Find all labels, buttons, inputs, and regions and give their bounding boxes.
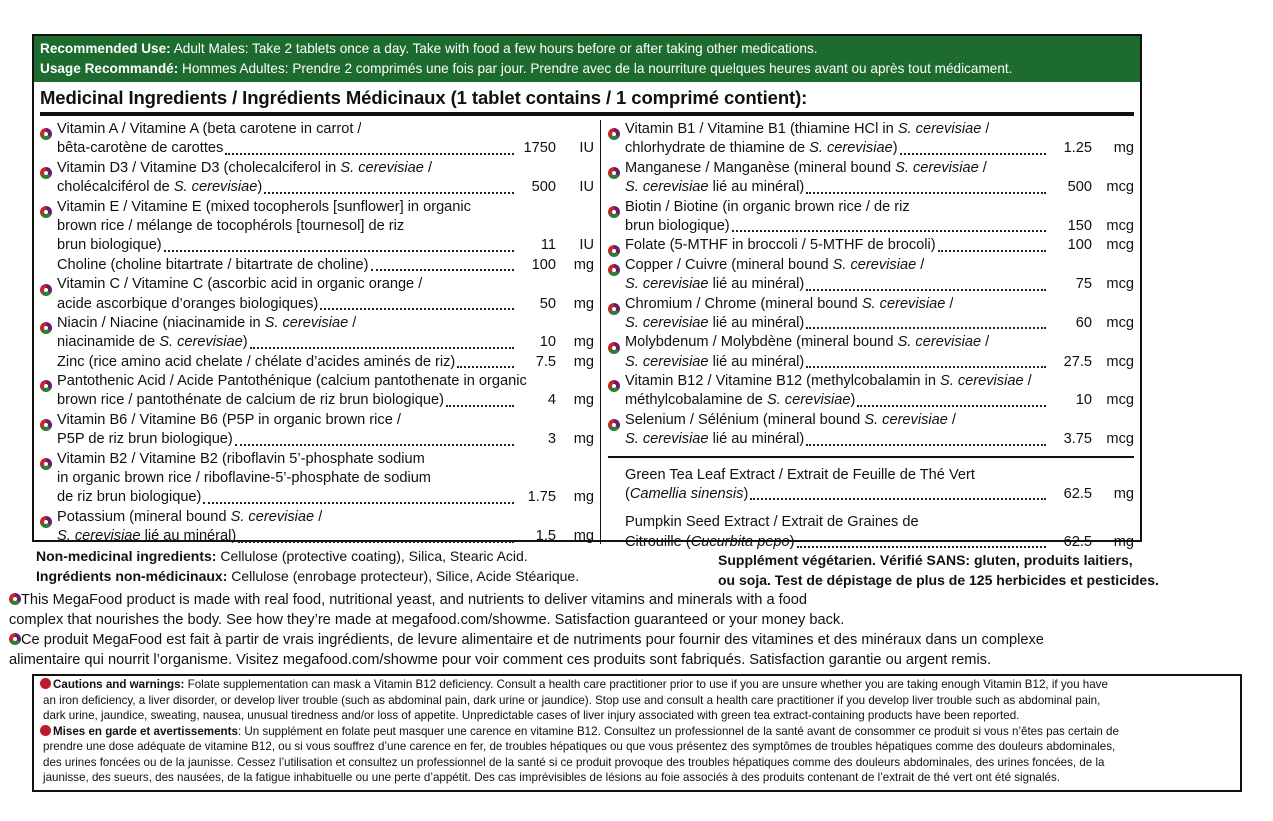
ingredients-right-column (608, 120, 1134, 552)
ingredient-amount: 150 (1067, 217, 1092, 234)
ingredient-text: S. cerevisiae lié au minéral) (625, 431, 805, 448)
whole-food-leaf-icon (40, 380, 52, 392)
leader-dots (732, 230, 1046, 232)
leader-dots (806, 192, 1046, 194)
whole-food-leaf-icon (40, 516, 52, 528)
ingredient-line (608, 513, 1134, 532)
ingredient-text: Potassium (mineral bound S. cerevisiae / (57, 508, 323, 525)
ingredient-line (608, 120, 1134, 139)
whole-food-leaf-icon (608, 380, 620, 392)
ingredients-left-column (40, 120, 594, 547)
ingredient-line (40, 372, 594, 391)
ingredient-text: in organic brown rice / riboflavine-5’-phosphate de sodium (57, 470, 431, 487)
ingredient-line (608, 217, 1134, 236)
leader-dots (750, 498, 1046, 500)
whole-food-leaf-icon (40, 206, 52, 218)
vegetarian-line-2: ou soja. Test de dépistage de plus de 125 herbicides et pesticides. (718, 572, 1159, 588)
cautions-line-2: an iron deficiency, a liver disorder, or develop liver trouble (such as abdominal pain, dark urine or jaundice). Stop use and consult a health care practitioner if you develop liver trouble such as abdominal pain, (43, 693, 1101, 707)
mises-en-garde-line-1: : Un supplément en folate peut masquer une carence en vitamine B12. Consultez un professionnel de la santé avant de consommer ce produit si vous n’êtes pas certain de (237, 724, 1119, 738)
whole-food-leaf-icon (40, 322, 52, 334)
ingredient-unit: mg (573, 528, 594, 545)
ingredient-text: S. cerevisiae lié au minéral) (625, 179, 805, 196)
ingredient-amount: 3.75 (1063, 431, 1092, 448)
ingredient-line (40, 236, 594, 255)
ingredient-unit: mcg (1106, 314, 1134, 331)
recommended-use-label: Recommended Use: (40, 41, 171, 56)
ingredient-line (40, 139, 594, 158)
claim-fr-line-1: Ce produit MegaFood est fait à partir de vrais ingrédients, de levure alimentaire et de nutriments pour fournir des vitamines et des minéraux dans un complexe (21, 632, 1044, 648)
cautions-box (32, 674, 1242, 792)
ingredient-amount: 10 (539, 334, 556, 351)
mises-en-garde-label: Mises en garde et avertissements (53, 724, 238, 738)
ingredient-text: Folate (5-MTHF in broccoli / 5-MTHF de brocoli) (625, 237, 936, 254)
ingredient-text: Pumpkin Seed Extract / Extrait de Graines de (625, 514, 919, 531)
whole-food-leaf-icon (608, 206, 620, 218)
ingredient-unit: mg (573, 431, 594, 448)
whole-food-leaf-icon (40, 458, 52, 470)
ingredient-text: Vitamin A / Vitamine A (beta carotene in carrot / (57, 120, 362, 137)
ingredient-line (40, 353, 594, 372)
ingredient-line (40, 488, 594, 507)
whole-food-leaf-icon (608, 419, 620, 431)
ingredient-unit: mg (573, 256, 594, 273)
ingredient-unit: mg (573, 392, 594, 409)
ingredient-line (608, 256, 1134, 275)
ingredient-unit: mg (573, 295, 594, 312)
cautions-label: Cautions and warnings: (53, 678, 185, 691)
ingredient-amount: 1.5 (535, 528, 556, 545)
leader-dots (806, 327, 1046, 329)
ingredient-text: Green Tea Leaf Extract / Extrait de Feuille de Thé Vert (625, 466, 975, 483)
vegetarian-statement (718, 550, 1159, 590)
whole-food-leaf-icon (608, 303, 620, 315)
whole-food-leaf-icon (608, 264, 620, 276)
ingredient-unit: IU (579, 179, 594, 196)
ingredient-line (608, 236, 1134, 255)
ingredient-line (40, 256, 594, 275)
ingredient-line (608, 139, 1134, 158)
ingredient-amount: 10 (1075, 392, 1092, 409)
ingredient-line (608, 372, 1134, 391)
cautions-line-3: dark urine, jaundice, sweating, nausea, unusual tiredness and/or loss of appetite. Unpredictable cases of liver injury associated with green tea extract-containing products have been reported. (43, 709, 1020, 722)
ingredient-line (608, 391, 1134, 410)
ingredient-text: Niacin / Niacine (niacinamide in S. cerevisiae / (57, 314, 357, 331)
mises-en-garde-line-2: prendre une dose adéquate de vitamine B12, ou si vous souffrez d’une carence en fer, de troubles hépatiques ou que vous présentez des symptômes de troubles hépatiques comme des douleurs abdominales, (43, 740, 1116, 753)
claim-en-line-2: complex that nourishes the body. See how they’re made at megafood.com/showme. Satisfaction guaranteed or your money back. (9, 612, 845, 628)
ingredient-text: S. cerevisiae lié au minéral) (625, 314, 805, 331)
ingredient-line (608, 159, 1134, 178)
leader-dots (264, 192, 514, 194)
ingredient-line (40, 450, 594, 469)
ingredient-unit: mcg (1106, 179, 1134, 196)
warning-dot-icon (40, 678, 51, 689)
megafood-leaf-icon (9, 593, 21, 605)
ingredient-text: Vitamin D3 / Vitamine D3 (cholecalciferol in S. cerevisiae / (57, 159, 433, 176)
non-medicinal-label: Non-medicinal ingredients: (36, 548, 217, 564)
ingredient-text: acide ascorbique d’oranges biologiques) (57, 295, 319, 312)
ingredient-text: Vitamin B1 / Vitamine B1 (thiamine HCl in S. cerevisiae / (625, 120, 990, 137)
ingredient-text: Manganese / Manganèse (mineral bound S. cerevisiae / (625, 159, 987, 176)
ingredient-unit: IU (579, 140, 594, 157)
leader-dots (203, 502, 514, 504)
medicinal-ingredients-heading: Medicinal Ingredients / Ingrédients Médicinaux (1 tablet contains / 1 comprimé contient): (40, 86, 1134, 116)
extracts-divider (608, 456, 1134, 458)
leader-dots (857, 405, 1046, 407)
whole-food-leaf-icon (608, 128, 620, 140)
ingredient-text: méthylcobalamine de S. cerevisiae) (625, 392, 856, 409)
claim-en-line-1: This MegaFood product is made with real food, nutritional yeast, and nutrients to deliver vitamins and minerals with a food (21, 592, 808, 608)
ingredient-text: brown rice / pantothénate de calcium de riz brun biologique) (57, 392, 444, 409)
ingredient-line (40, 314, 594, 333)
ingredient-text: Vitamin B12 / Vitamine B12 (methylcobalamin in S. cerevisiae / (625, 373, 1032, 390)
ingredient-text: brun biologique) (57, 237, 162, 254)
vegetarian-line-1: Supplément végétarien. Vérifié SANS: gluten, produits laitiers, (718, 552, 1133, 568)
ingredient-line (40, 333, 594, 352)
ingredient-text: Citrouille (Cucurbita pepo) (625, 533, 795, 550)
ingredient-line (40, 275, 594, 294)
ingredient-text: P5P de riz brun biologique) (57, 431, 233, 448)
leader-dots (250, 347, 514, 349)
ingredient-text: chlorhydrate de thiamine de S. cerevisiae) (625, 140, 898, 157)
ingredient-amount: 50 (539, 295, 556, 312)
ingredient-amount: 4 (547, 392, 556, 409)
mises-en-garde-line-3: des urines foncées ou de la jaunisse. Cessez l’utilisation et consultez un professionnel de la santé si ce produit provoque des troubles hépatiques comme des douleurs abdominales, des urines foncées, de la (43, 755, 1105, 769)
ingredient-text: Molybdenum / Molybdène (mineral bound S. cerevisiae / (625, 334, 990, 351)
ingredient-line (608, 353, 1134, 372)
ingredient-text: Vitamin C / Vitamine C (ascorbic acid in organic orange / (57, 276, 423, 293)
column-divider (600, 120, 601, 544)
leader-dots (938, 250, 1046, 252)
ingredient-text: niacinamide de S. cerevisiae) (57, 334, 248, 351)
ingredient-unit: mg (573, 353, 594, 370)
ingredient-line (40, 295, 594, 314)
warning-dot-icon (40, 725, 51, 736)
leader-dots (320, 308, 514, 310)
ingredient-unit: mcg (1106, 353, 1134, 370)
ingredient-text: Choline (choline bitartrate / bitartrate de choline) (57, 256, 369, 273)
ingredient-unit: mg (1113, 486, 1134, 503)
ingredient-line (40, 469, 594, 488)
ingredient-amount: 11 (540, 237, 556, 254)
ingredient-amount: 60 (1075, 314, 1092, 331)
ingredient-unit: mg (573, 334, 594, 351)
ingredient-amount: 1.25 (1063, 140, 1092, 157)
ingredient-amount: 100 (1067, 237, 1092, 254)
ingredient-amount: 27.5 (1063, 353, 1092, 370)
ingredient-unit: mcg (1106, 237, 1134, 254)
ingredients-non-medicinaux-text: Cellulose (enrobage protecteur), Silice, Acide Stéarique. (227, 568, 580, 584)
ingredient-text: Copper / Cuivre (mineral bound S. cerevisiae / (625, 256, 925, 273)
ingredient-text: Vitamin B2 / Vitamine B2 (riboflavin 5’-phosphate sodium (57, 450, 425, 467)
ingredient-text: S. cerevisiae lié au minéral) (625, 353, 805, 370)
ingredient-text: de riz brun biologique) (57, 489, 202, 506)
whole-food-leaf-icon (608, 245, 620, 257)
ingredient-line (40, 217, 594, 236)
ingredient-amount: 62.5 (1063, 486, 1092, 503)
ingredient-line (608, 466, 1134, 485)
ingredient-amount: 75 (1075, 276, 1092, 293)
ingredient-unit: mg (1113, 140, 1134, 157)
ingredient-unit: mcg (1106, 431, 1134, 448)
whole-food-leaf-icon (608, 342, 620, 354)
ingredient-amount: 3 (547, 431, 556, 448)
ingredient-line (608, 295, 1134, 314)
supplement-facts-panel (32, 34, 1142, 550)
ingredient-text: Pantothenic Acid / Acide Pantothénique (calcium pantothenate in organic (57, 373, 527, 390)
ingredient-amount: 500 (531, 179, 556, 196)
whole-food-leaf-icon (40, 167, 52, 179)
leader-dots (457, 366, 514, 368)
leader-dots (806, 444, 1046, 446)
whole-food-leaf-icon (40, 419, 52, 431)
ingredient-line (40, 508, 594, 527)
ingredient-unit: mg (1113, 533, 1134, 550)
ingredient-amount: 1.75 (527, 489, 556, 506)
leader-dots (164, 250, 514, 252)
ingredient-text: bêta-carotène de carottes (57, 140, 224, 157)
ingredient-unit: mcg (1106, 392, 1134, 409)
non-medicinal-text: Cellulose (protective coating), Silica, Stearic Acid. (216, 548, 528, 564)
ingredients-non-medicinaux-label: Ingrédients non-médicinaux: (36, 568, 228, 584)
ingredient-text: brun biologique) (625, 217, 730, 234)
cautions-line-1: Folate supplementation can mask a Vitamin B12 deficiency. Consult a health care practitioner prior to use if you are unsure whether you are taking enough Vitamin B12, if you have (184, 678, 1108, 691)
ingredient-line (40, 391, 594, 410)
ingredient-line (40, 411, 594, 430)
ingredient-line (608, 411, 1134, 430)
ingredient-line (608, 430, 1134, 449)
ingredient-text: Biotin / Biotine (in organic brown rice / de riz (625, 198, 910, 215)
leader-dots (235, 444, 514, 446)
ingredient-amount: 100 (531, 256, 556, 273)
ingredient-text: Selenium / Sélénium (mineral bound S. cerevisiae / (625, 411, 956, 428)
ingredient-unit: mg (573, 489, 594, 506)
leader-dots (371, 269, 515, 271)
ingredient-amount: 62.5 (1063, 533, 1092, 550)
ingredient-text: Chromium / Chrome (mineral bound S. cerevisiae / (625, 295, 954, 312)
mises-en-garde-line-4: jaunisse, des sueurs, des nausées, de la fatigue inhabituelle ou une perte d’appétit. Des cas imprévisibles de lésions au foie associés à des produits contenant de l’extrait de thé vert ont été signalés. (43, 771, 1061, 784)
ingredient-text: brown rice / mélange de tocophérols [tournesol] de riz (57, 217, 405, 234)
ingredient-text: Vitamin B6 / Vitamine B6 (P5P in organic brown rice / (57, 411, 401, 428)
ingredient-line (608, 275, 1134, 294)
claim-fr-line-2: alimentaire qui nourrit l’organisme. Visitez megafood.com/showme pour voir comment ces produits sont fabriqués. Satisfaction garantie ou argent remis. (9, 652, 992, 668)
leader-dots (806, 289, 1046, 291)
ingredient-amount: 1750 (523, 140, 556, 157)
ingredient-line (40, 178, 594, 197)
ingredient-unit: mcg (1106, 276, 1134, 293)
whole-food-leaf-icon (40, 128, 52, 140)
usage-recommande-label: Usage Recommandé: (40, 61, 179, 76)
usage-recommande-text: Hommes Adultes: Prendre 2 comprimés une fois par jour. Prendre avec de la nourriture quelques heures avant ou après tout médicament. (178, 61, 1013, 76)
ingredient-line (608, 198, 1134, 217)
ingredient-text: S. cerevisiae lié au minéral) (57, 528, 237, 545)
ingredient-unit: IU (579, 237, 594, 254)
ingredient-line (608, 485, 1134, 504)
ingredient-text: Vitamin E / Vitamine E (mixed tocopherols [sunflower] in organic (57, 198, 471, 215)
non-medicinal-ingredients (36, 546, 579, 586)
whole-food-leaf-icon (40, 284, 52, 296)
recommended-use-text: Adult Males: Take 2 tablets once a day. Take with food a few hours before or after taking other medications. (170, 41, 818, 56)
megafood-leaf-icon (9, 633, 21, 645)
ingredient-amount: 500 (1067, 179, 1092, 196)
ingredient-unit: mcg (1106, 217, 1134, 234)
ingredient-line (608, 314, 1134, 333)
ingredient-line (608, 333, 1134, 352)
leader-dots (797, 546, 1046, 548)
leader-dots (446, 405, 514, 407)
ingredient-text: S. cerevisiae lié au minéral) (625, 276, 805, 293)
ingredient-amount: 7.5 (535, 353, 556, 370)
ingredient-line (40, 159, 594, 178)
ingredient-line (40, 527, 594, 546)
whole-food-leaf-icon (608, 167, 620, 179)
leader-dots (806, 366, 1046, 368)
ingredient-line (608, 178, 1134, 197)
ingredient-line (40, 120, 594, 139)
leader-dots (238, 541, 514, 543)
leader-dots (900, 153, 1046, 155)
ingredient-line (40, 430, 594, 449)
megafood-claims (9, 590, 1044, 670)
ingredient-text: cholécalciférol de S. cerevisiae) (57, 179, 263, 196)
recommended-use-banner (34, 36, 1140, 82)
ingredient-text: Zinc (rice amino acid chelate / chélate d’acides aminés de riz) (57, 353, 456, 370)
leader-dots (225, 153, 514, 155)
ingredient-text: (Camellia sinensis) (625, 486, 749, 503)
ingredient-line (40, 198, 594, 217)
